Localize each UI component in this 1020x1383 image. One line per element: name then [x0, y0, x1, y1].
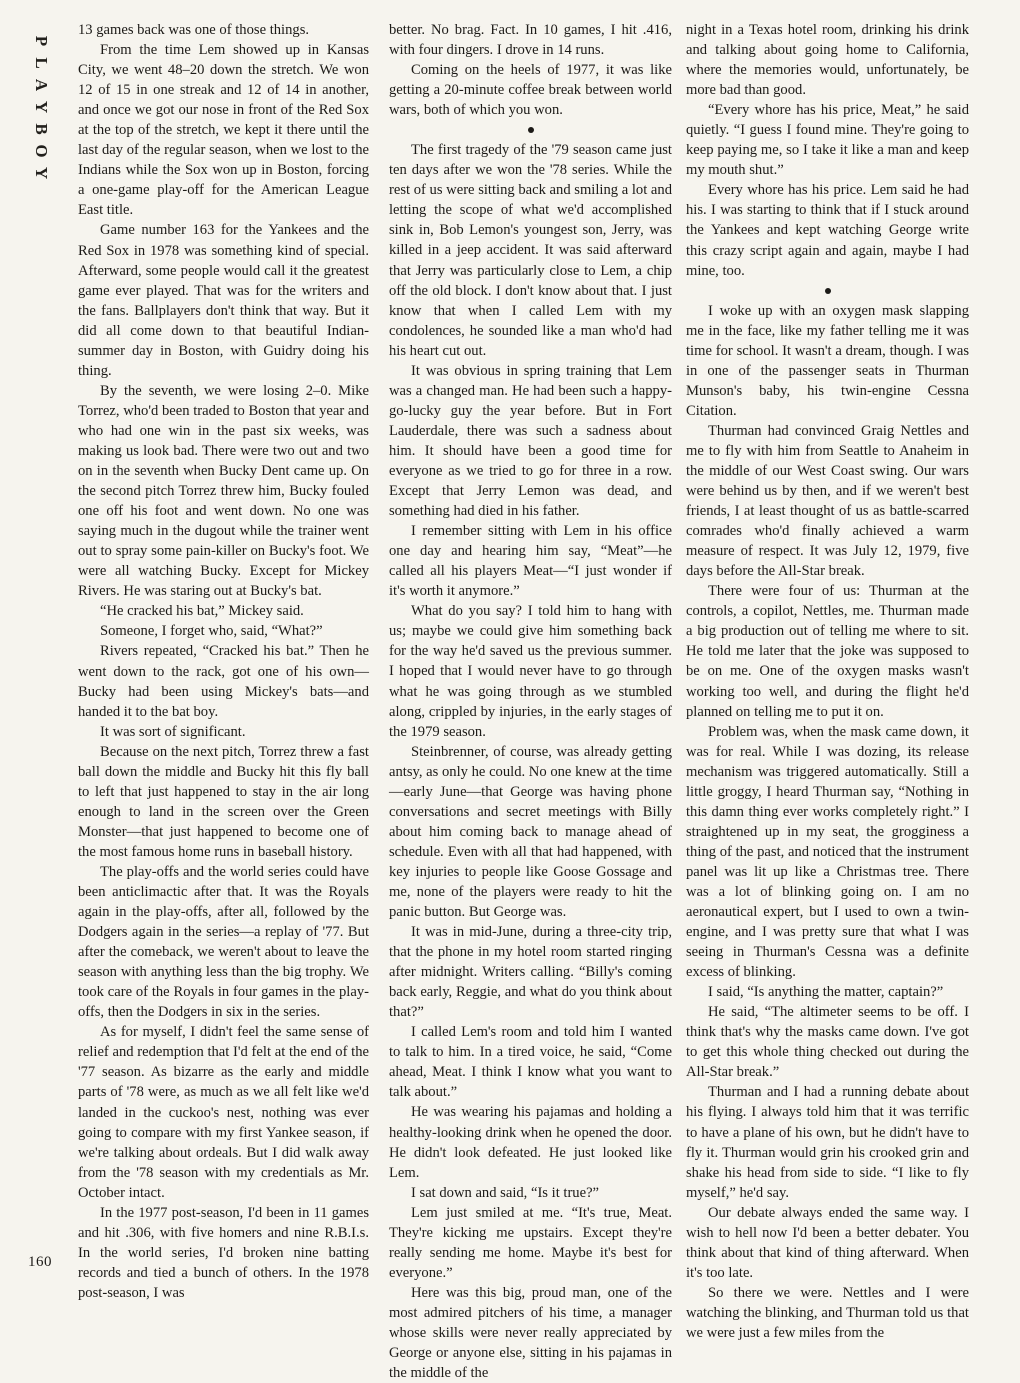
- text-column-2: [389, 20, 672, 1383]
- paragraph: Someone, I forget who, said, “What?”: [100, 623, 323, 640]
- paragraph: Steinbrenner, of course, was already getting antsy, as only he could. No one knew at the time—early June—that George was having phone conversations and secret meetings with Billy about him coming back to manage ahead of schedule. Even with all that had happened, with key injuries to people like Goose Gossage and me, none of the players were ready to hit the panic button. But George was.: [389, 743, 672, 921]
- paragraph: I sat down and said, “Is it true?”: [411, 1184, 600, 1201]
- paragraph: Here was this big, proud man, one of the most admired pitchers of his time, a manager whose skills were never really appreciated by George or anyone else, sitting in his pajamas in the middle of the: [389, 1284, 672, 1382]
- paragraph: I remember sitting with Lem in his office one day and hearing him say, “Meat”—he called all his players Meat—“I just wonder if it's worth it anymore.”: [389, 523, 672, 600]
- paragraph: night in a Texas hotel room, drinking his drink and talking about going home to California, where the memories would, unfortunately, be more bad than good.: [686, 22, 969, 99]
- paragraph: I called Lem's room and told him I wanted to talk to him. In a tired voice, he said, “Come ahead, Meat. I think I know what you want to talk about.”: [389, 1024, 672, 1101]
- masthead-letter: O: [32, 144, 51, 158]
- paragraph: What do you say? I told him to hang with us; maybe we could give him something back for the way he'd saved us the previous summer. I hoped that I would never have to go through what he was going through as we stumbled along, crippled by injuries, in the early stages of the 1979 season.: [389, 603, 672, 740]
- masthead-letter: L: [32, 57, 51, 69]
- paragraph: It was obvious in spring training that Lem was a changed man. He had been such a happy-go-lucky guy the year before. But in Fort Lauderdale, there was such a sadness about him. It should have been a good time for everyone as we tried to go for three in a row. Except that Jerry Lemon was dead, and something had died in his father.: [389, 362, 672, 520]
- paragraph: Thurman had convinced Graig Nettles and me to fly with him from Seattle to Anaheim in the middle of our West Coast swing. Our wars were behind us by then, and if we weren't best friends, I at least thought of us as battle-scarred comrades who'd finally achieved a warm measure of respect. It was July 12, 1979, five days before the All-Star break.: [686, 422, 969, 580]
- paragraph: “He cracked his bat,” Mickey said.: [100, 603, 304, 620]
- section-break: [389, 120, 672, 140]
- paragraph: The play-offs and the world series could have been anticlimactic after that. It was the Royals again in the play-offs, after all, followed by the Dodgers again in the series—a replay of '77. But after the comeback, we weren't about to leave the season with anything less than the big trophy. We took care of the Royals in four games in the play-offs, then the Dodgers in six in the series.: [78, 863, 369, 1021]
- paragraph: “Every whore has his price, Meat,” he said quietly. “I guess I found mine. They're going to keep paying me, so I take it like a man and keep my mouth shut.”: [686, 102, 969, 179]
- paragraph: It was sort of significant.: [100, 723, 246, 740]
- bullet-icon: [825, 288, 831, 294]
- page-number: 160: [28, 1254, 52, 1270]
- paragraph: So there we were. Nettles and I were watching the blinking, and Thurman told us that we were just a few miles from the: [686, 1284, 969, 1341]
- paragraph: As for myself, I didn't feel the same sense of relief and redemption that I'd felt at the end of the '77 season. As bizarre as the early and middle parts of '78 were, as much as we all felt like we'd landed in the cuckoo's nest, nothing was ever going to compare with my first Yankee season, if we're talking about ordeals. But I did walk away from the '78 season with my credentials as Mr. October intact.: [78, 1024, 369, 1201]
- paragraph: Thurman and I had a running debate about his flying. I always told him that it was terrific to have a plane of his own, but he didn't have to fly it. Thurman would grin his crooked grin and shake his head from side to side. “I like to fly myself,” he'd say.: [686, 1084, 969, 1201]
- section-break: [686, 281, 969, 301]
- masthead-letter: Y: [32, 166, 51, 180]
- paragraph: The first tragedy of the '79 season came just ten days after we won the '78 series. While the rest of us were sitting back and smiling a lot and letting the scope of what we'd accomplished sink in, Bob Lemon's youngest son, Jerry, was killed in a jeep accident. It was said afterward that Jerry was particularly close to Lem, a chip off the old block. I don't know about that. I just know that when I called Lem with my condolences, he sounded like a man who'd had his heart cut out.: [389, 142, 672, 359]
- paragraph: 13 games back was one of those things.: [78, 22, 310, 38]
- masthead-letter: P: [32, 35, 51, 47]
- masthead-letter: A: [32, 78, 51, 92]
- paragraph: He said, “The altimeter seems to be off. I think that's why the masks came down. I've got to get this whole thing checked out during the All-Star break.”: [686, 1004, 969, 1081]
- paragraph: Rivers repeated, “Cracked his bat.” Then he went down to the rack, got one of his own—Bucky had been using Mickey's bats—and handed it to the bat boy.: [78, 643, 369, 720]
- paragraph: From the time Lem showed up in Kansas City, we went 48–20 down the stretch. We won 12 of 15 in one streak and 12 of 14 in another, and once we got our nose in front of the Red Sox at the top of the stretch, we kept it there until the last day of the regular season, when we lost to the Indians while the Sox won up in Boston, forcing a one-game play-off for the American League East title.: [78, 42, 369, 219]
- paragraph: In the 1977 post-season, I'd been in 11 games and hit .306, with five homers and nine R.B.I.s. In the world series, I'd broken nine batting records and tied a bunch of others. In the 1978 post-season, I was: [78, 1204, 369, 1301]
- paragraph: There were four of us: Thurman at the controls, a copilot, Nettles, me. Thurman made a big production out of telling me where to sit. He told me later that the joke was supposed to be on me. One of the oxygen masks wasn't working too well, and during the flight he'd planned on telling me to put it on.: [686, 583, 969, 720]
- paragraph: I said, “Is anything the matter, captain?”: [708, 984, 944, 1001]
- bullet-icon: [528, 127, 534, 133]
- paragraph: Problem was, when the mask came down, it was for real. While I was dozing, its release mechanism was triggered automatically. Still a little groggy, I heard Thurman say, “Nothing in this damn thing ever works completely right.” I straightened up in my seat, the grogginess a thing of the past, and noticed that the instrument panel was lit up like a Christmas tree. There was a lot of blinking going on. I am no aeronautical expert, but I used to own a twin-engine, and I was pretty sure that what I was seeing in Thurman's Cessna was a definite excess of blinking.: [686, 723, 969, 981]
- text-column-1: [78, 20, 369, 1303]
- playboy-masthead: [30, 30, 52, 184]
- text-column-3: [686, 20, 969, 1343]
- paragraph: better. No brag. Fact. In 10 games, I hit .416, with four dingers. I drove in 14 runs.: [389, 22, 672, 59]
- paragraph: Game number 163 for the Yankees and the Red Sox in 1978 was something kind of special. Afterward, some people would call it the greatest game ever played. That was for the writers and the fans. Ballplayers don't think that way. But it did all come down to that beautiful Indian-summer day in Boston, with Guidry doing his thing.: [78, 222, 369, 379]
- paragraph: He was wearing his pajamas and holding a healthy-looking drink when he opened the door. He didn't look defeated. He just looked like Lem.: [389, 1104, 672, 1181]
- masthead-letter: B: [32, 123, 51, 135]
- paragraph: Because on the next pitch, Torrez threw a fast ball down the middle and Bucky hit this fly ball to left that just happened to stay in the air long enough to land in the screen over the Green Monster—that just happened to become one of the most famous home runs in baseball history.: [78, 743, 369, 860]
- paragraph: I woke up with an oxygen mask slapping me in the face, like my father telling me it was time for school. It wasn't a dream, though. I was in one of the passenger seats in Thurman Munson's baby, his twin-engine Cessna Citation.: [686, 302, 969, 419]
- paragraph: Coming on the heels of 1977, it was like getting a 20-minute coffee break between world wars, both of which you won.: [389, 62, 672, 119]
- paragraph: Lem just smiled at me. “It's true, Meat. They're kicking me upstairs. Except they're really sending me home. Maybe it's best for everyone.”: [389, 1204, 672, 1281]
- paragraph: By the seventh, we were losing 2–0. Mike Torrez, who'd been traded to Boston that year and who had one win in the past six weeks, was making us look bad. There were two out and two on in the seventh when Bucky Dent came up. On the second pitch Torrez threw him, Bucky fouled one off his foot and went down. No one was saying much in the dugout while the trainer went out to spray some pain-killer on Bucky's foot. We were all watching Bucky. Except for Mickey Rivers. He was staring out at Bucky's bat.: [78, 382, 369, 600]
- paragraph: Our debate always ended the same way. I wish to hell now I'd been a better debater. You think about that kind of thing afterward. When it's too late.: [686, 1204, 969, 1281]
- masthead-letter: Y: [32, 100, 51, 114]
- paragraph: It was in mid-June, during a three-city trip, that the phone in my hotel room started ringing after midnight. Writers calling. “Billy's coming back early, Reggie, and what do you think about that?”: [389, 924, 672, 1021]
- paragraph: Every whore has his price. Lem said he had his. I was starting to think that if I stuck around the Yankees and kept watching George write this crazy script again and again, maybe I had mine, too.: [686, 182, 969, 279]
